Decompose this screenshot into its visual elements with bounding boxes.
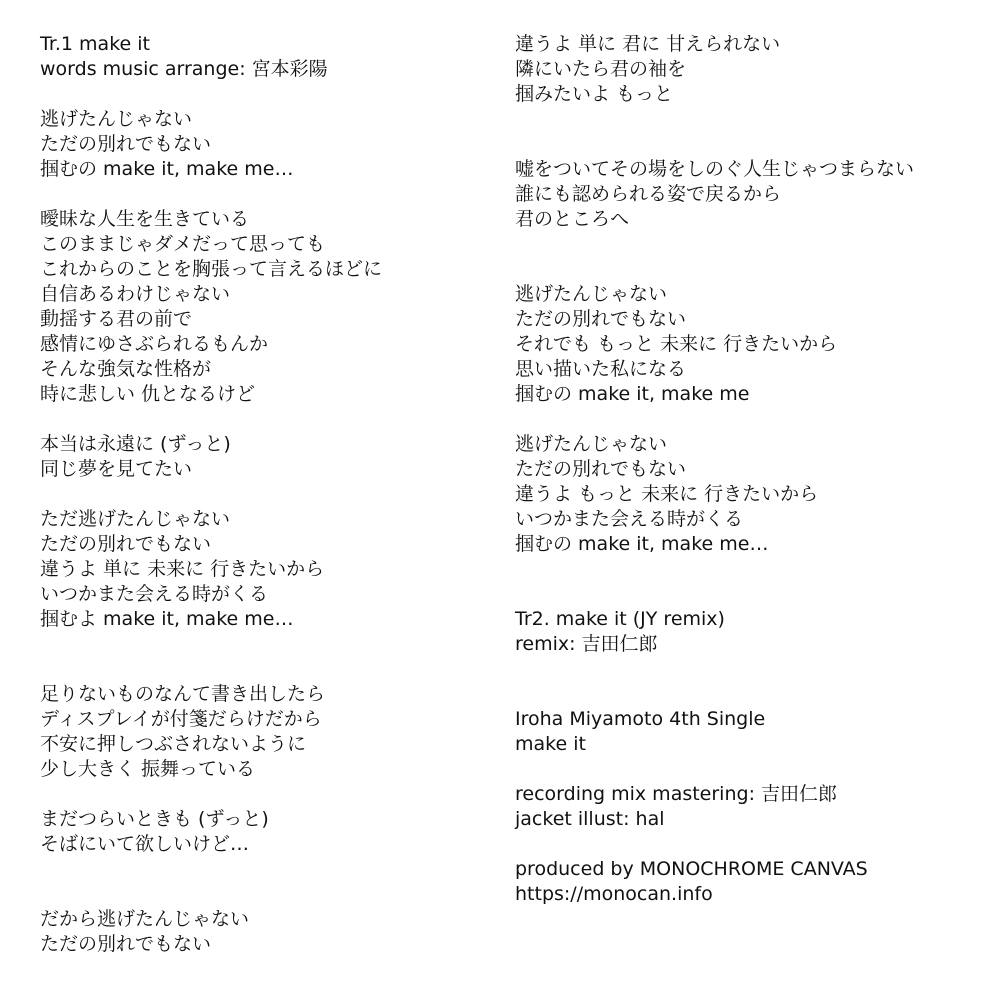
release-artist: Iroha Miyamoto 4th Single <box>515 708 766 730</box>
lyric-line: まだつらいときも (ずっと) <box>40 808 269 830</box>
lyric-line: 不安に押しつぶされないように <box>40 733 307 755</box>
lyric-stanza <box>40 907 490 957</box>
lyric-line: 掴むよ make it, make me… <box>40 608 294 630</box>
lyric-line: 逃げたんじゃない <box>515 283 668 305</box>
lyric-line: このままじゃダメだって思っても <box>40 233 326 255</box>
lyric-line: ただの別れでもない <box>40 533 212 555</box>
lyric-line: 動揺する君の前で <box>40 308 193 330</box>
lyric-line: ただの別れでもない <box>515 458 687 480</box>
lyric-line: 違うよ 単に 未来に 行きたいから <box>40 558 325 580</box>
right-column <box>515 32 985 907</box>
lyric-stanza <box>515 282 985 407</box>
lyric-stanza <box>515 432 985 557</box>
lyric-stanza <box>40 807 490 857</box>
lyric-line: ただ逃げたんじゃない <box>40 508 231 530</box>
lyric-line: 掴むの make it, make me <box>515 383 750 405</box>
lyric-line: いつかまた会える時がくる <box>515 508 744 530</box>
lyric-line: 逃げたんじゃない <box>515 433 668 455</box>
lyric-line: 曖昧な人生を生きている <box>40 208 250 230</box>
lyric-line: 思い描いた私になる <box>515 358 687 380</box>
producer-credit: produced by MONOCHROME CANVAS <box>515 858 868 880</box>
lyric-line: これからのことを胸張って言えるほどに <box>40 258 383 280</box>
staff-credit-block <box>515 782 985 832</box>
lyric-line: ディスプレイが付箋だらけだから <box>40 708 322 730</box>
lyric-stanza <box>40 107 490 182</box>
lyric-line: ただの別れでもない <box>40 133 212 155</box>
lyric-line: 足りないものなんて書き出したら <box>40 683 326 705</box>
track-credit-block <box>40 32 490 82</box>
lyric-line: 君のところへ <box>515 208 630 230</box>
release-info-block <box>515 707 985 757</box>
lyric-line: 嘘をついてその場をしのぐ人生じゃつまらない <box>515 158 915 180</box>
website-url: https://monocan.info <box>515 883 713 905</box>
producer-block <box>515 857 985 907</box>
lyric-stanza <box>515 157 985 232</box>
lyric-line: 自信あるわけじゃない <box>40 283 231 305</box>
lyric-line: 同じ夢を見てたい <box>40 458 193 480</box>
release-title: make it <box>515 733 586 755</box>
lyric-line: 違うよ 単に 君に 甘えられない <box>515 33 781 55</box>
lyric-line: いつかまた会える時がくる <box>40 583 269 605</box>
lyric-line: 掴むの make it, make me… <box>40 158 294 180</box>
lyric-line: 逃げたんじゃない <box>40 108 193 130</box>
lyric-stanza <box>515 32 985 107</box>
remix-credit-block <box>515 607 985 657</box>
track-title: Tr.1 make it <box>40 33 150 55</box>
lyric-stanza <box>40 207 490 407</box>
lyric-stanza <box>40 682 490 782</box>
lyric-line: 隣にいたら君の袖を <box>515 58 687 80</box>
track-title: Tr2. make it (JY remix) <box>515 608 725 630</box>
lyric-line: ただの別れでもない <box>40 933 212 955</box>
lyric-line: だから逃げたんじゃない <box>40 908 250 930</box>
lyric-line: そばにいて欲しいけど… <box>40 833 250 855</box>
lyric-stanza <box>40 507 490 632</box>
staff-credit: recording mix mastering: 吉田仁郎 <box>515 783 838 805</box>
lyric-stanza <box>40 432 490 482</box>
track-credit: remix: 吉田仁郎 <box>515 633 658 655</box>
lyric-line: それでも もっと 未来に 行きたいから <box>515 333 838 355</box>
lyric-line: そんな強気な性格が <box>40 358 212 380</box>
track-credit: words music arrange: 宮本彩陽 <box>40 58 328 80</box>
lyric-line: 掴むの make it, make me… <box>515 533 769 555</box>
lyric-line: ただの別れでもない <box>515 308 687 330</box>
lyric-line: 時に悲しい 仇となるけど <box>40 383 256 405</box>
lyric-line: 本当は永遠に (ずっと) <box>40 433 231 455</box>
staff-credit: jacket illust: hal <box>515 808 665 830</box>
lyric-line: 違うよ もっと 未来に 行きたいから <box>515 483 819 505</box>
lyric-line: 感情にゆさぶられるもんか <box>40 333 269 355</box>
lyric-line: 誰にも認められる姿で戻るから <box>515 183 782 205</box>
lyric-line: 掴みたいよ もっと <box>515 83 674 105</box>
left-column <box>40 32 490 957</box>
lyric-line: 少し大きく 振舞っている <box>40 758 256 780</box>
